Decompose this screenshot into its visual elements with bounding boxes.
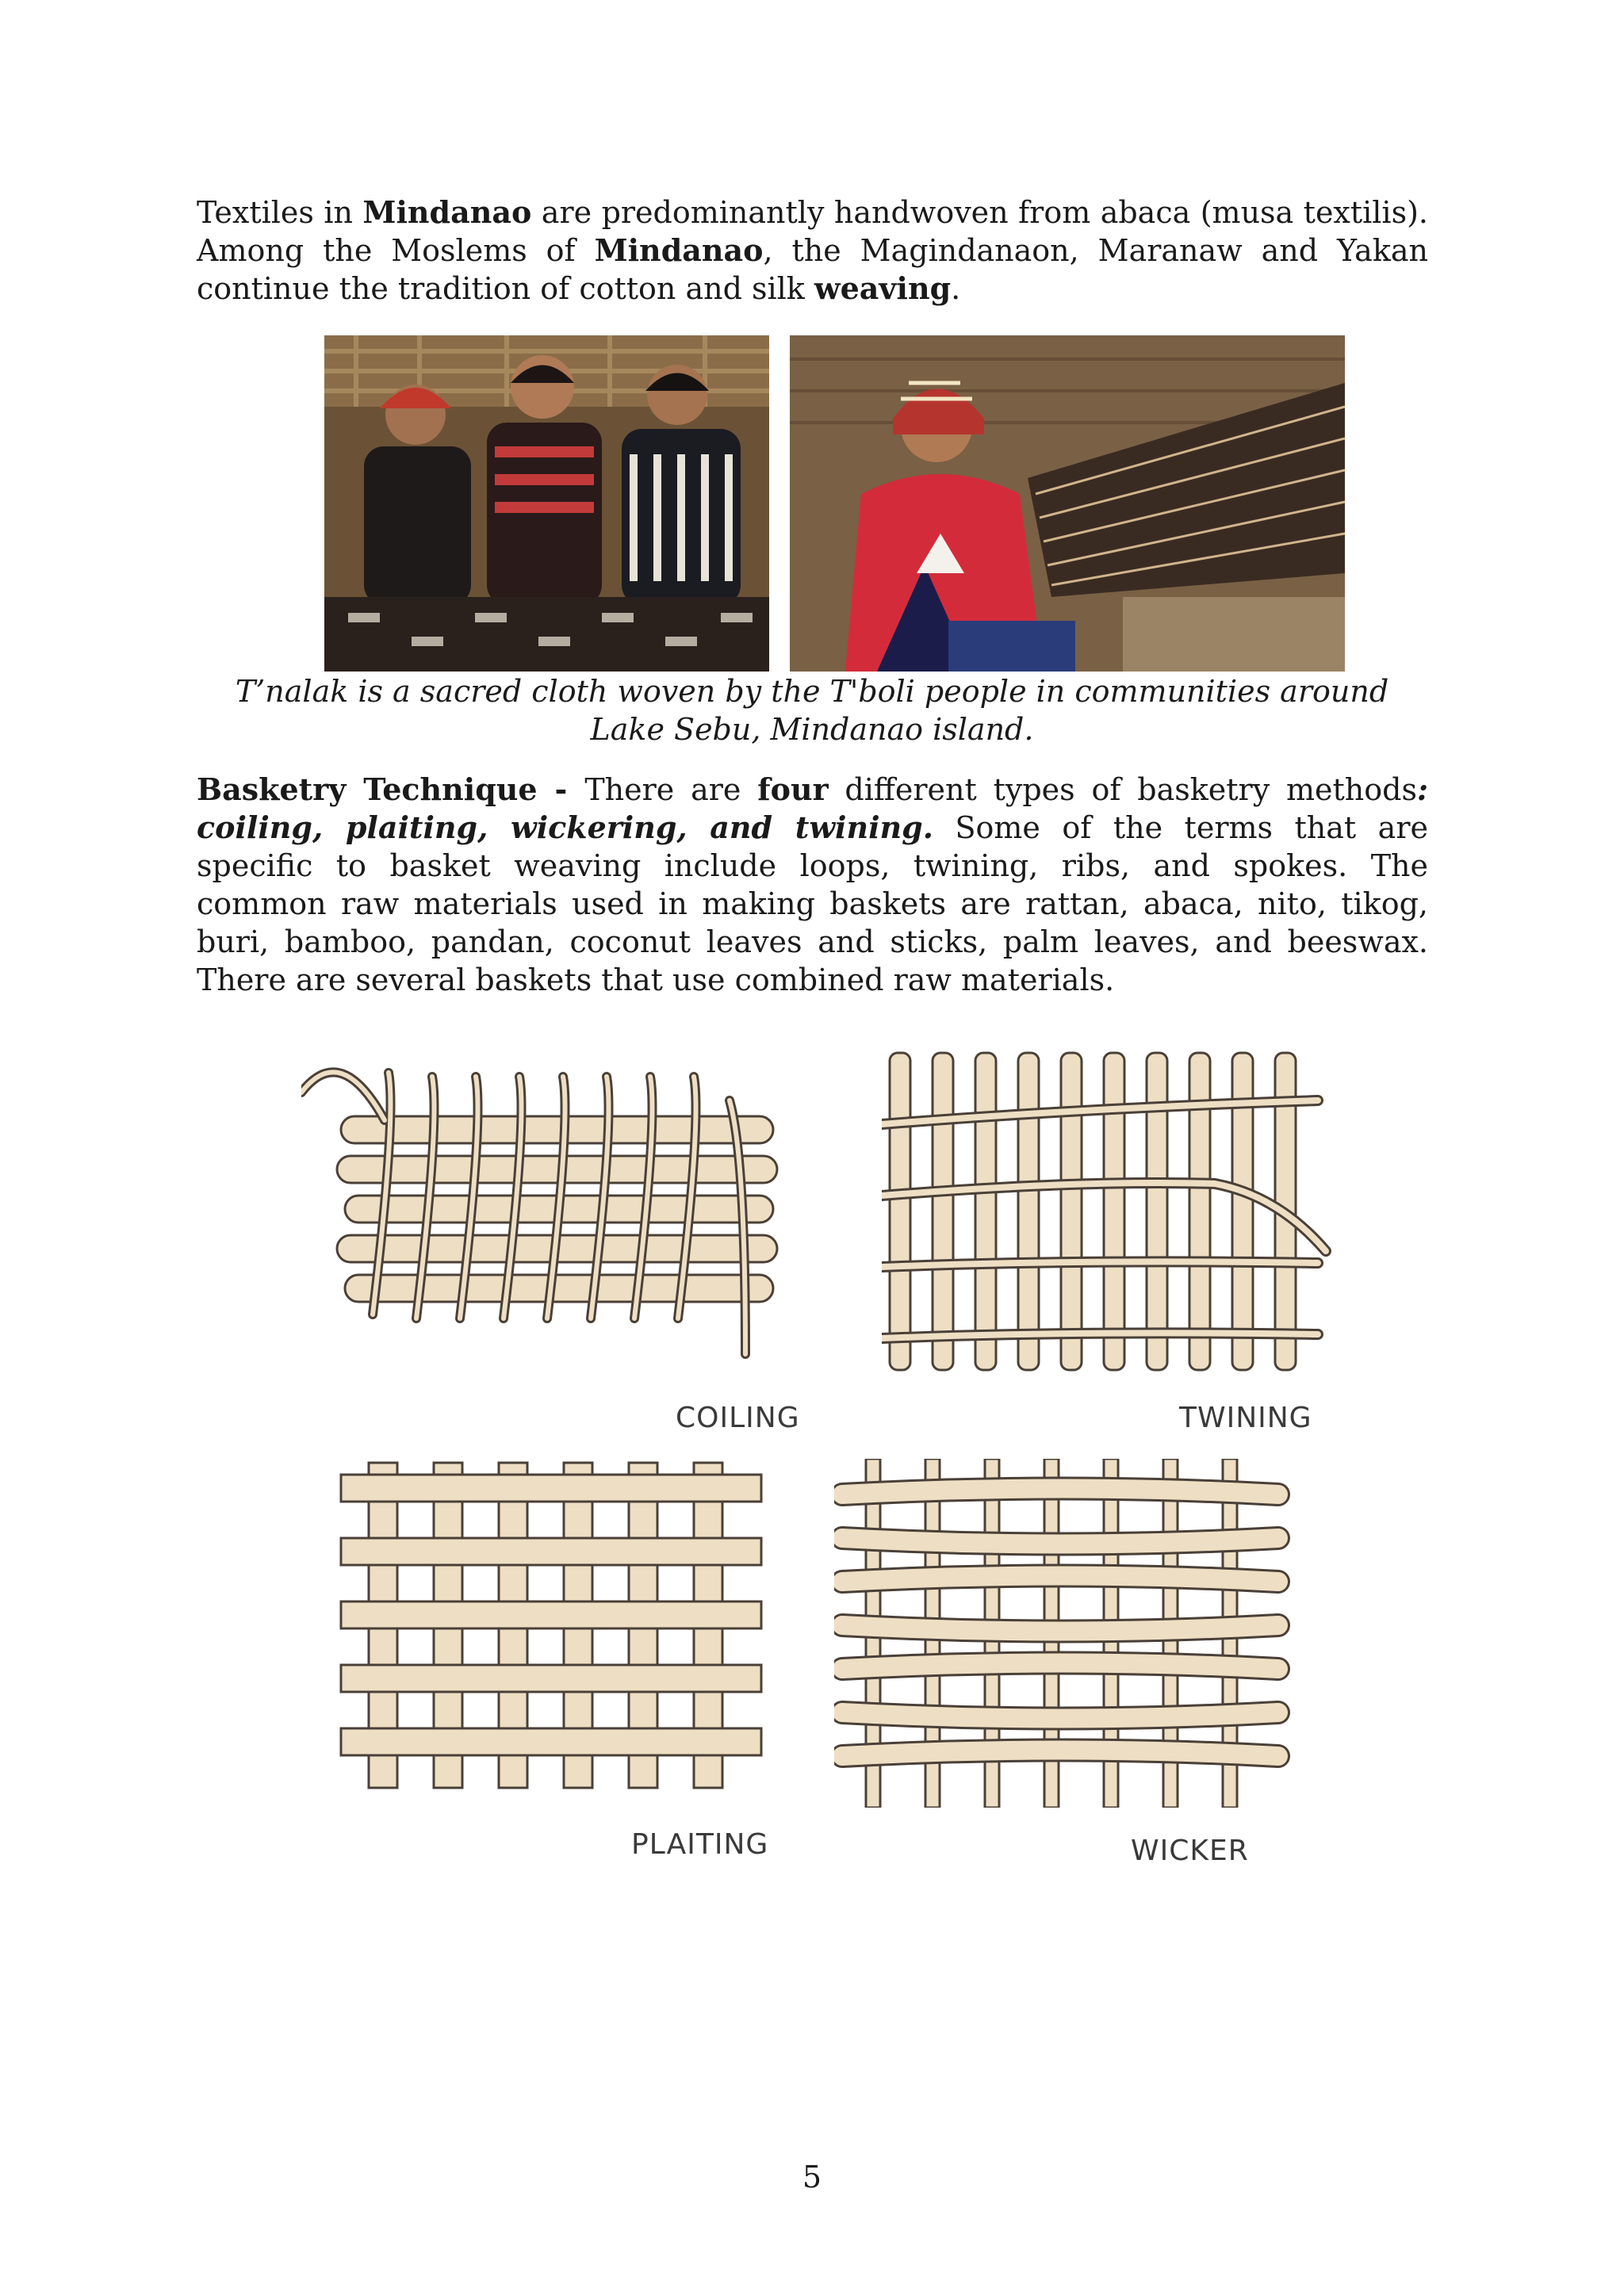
intro-paragraph xyxy=(197,193,1428,308)
plaiting-label: PLAITING xyxy=(631,1828,769,1861)
text-run: : coiling, plaiting, wickering, and twining. xyxy=(197,771,1428,845)
tboli-loom-photo xyxy=(790,335,1345,672)
text-run: . xyxy=(951,271,961,306)
wicker-label: WICKER xyxy=(1131,1835,1249,1867)
text-run: four xyxy=(757,771,829,807)
text-run: Some of the terms that are specific to basket weaving include loops, twining, ribs, and spokes. The common raw materials used in making baskets are rattan, abaca, nito, tikog, buri, bamboo, pandan, coconut leaves and sticks, palm leaves, and beeswax. There are several baskets that use combined raw materials. xyxy=(197,810,1428,997)
text-run: Mindanao xyxy=(362,194,532,230)
text-run: There are xyxy=(584,772,758,807)
coiling-label: COILING xyxy=(676,1402,800,1434)
wicker-diagram xyxy=(834,1459,1291,1808)
page-number: 5 xyxy=(802,2160,822,2195)
basketry-paragraph xyxy=(197,771,1428,999)
tboli-women-photo xyxy=(324,335,769,672)
text-run: are predominantly handwoven from abaca (musa textilis). Among the Moslems of xyxy=(197,195,1428,268)
text-run: weaving xyxy=(814,270,952,306)
photo-caption: T’nalak is a sacred cloth woven by the T'boli people in communities around Lake Sebu, Mindanao island. xyxy=(235,674,1389,747)
text-run: Basketry Technique - xyxy=(197,771,585,807)
coiling-diagram xyxy=(301,1045,809,1370)
plaiting-diagram xyxy=(337,1459,765,1792)
text-run: Mindanao xyxy=(594,232,764,268)
text-run: different types of basketry methods xyxy=(828,772,1417,807)
text-run: , the Magindanaon, Maranaw and Yakan continue the tradition of cotton and silk xyxy=(197,233,1428,306)
twining-label: TWINING xyxy=(1179,1402,1312,1434)
twining-diagram xyxy=(882,1045,1334,1378)
text-run: Textiles in xyxy=(197,195,363,230)
